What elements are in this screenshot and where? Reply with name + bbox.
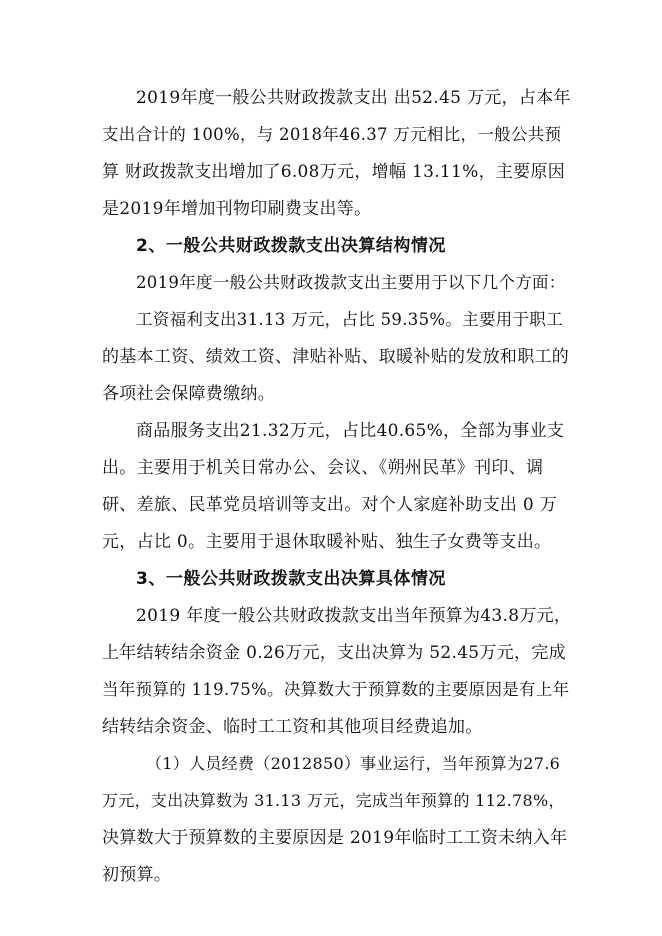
paragraph-line: 2019 年度一般公共财政拨款支出当年预算为43.8万元， bbox=[136, 606, 572, 626]
paragraph-line: 初预算。 bbox=[102, 865, 172, 885]
paragraph-line: 算 财政拨款支出增加了6.08万元，增幅 13.11%，主要原因 bbox=[102, 162, 566, 182]
paragraph-line: 2019年度一般公共财政拨款支出 出52.45 万元，占本年 bbox=[136, 88, 571, 108]
paragraph-line: 2019年度一般公共财政拨款支出主要用于以下几个方面： bbox=[136, 273, 566, 292]
section-heading: 3、一般公共财政拨款支出决算具体情况 bbox=[136, 569, 446, 589]
paragraph-line: （1）人员经费（2012850）事业运行，当年预算为27.6 bbox=[146, 754, 561, 773]
paragraph-line: 各项社会保障费缴纳。 bbox=[102, 384, 275, 404]
paragraph-line: 元，占比 0。主要用于退休取暖补贴、独生子女费等支出。 bbox=[102, 532, 552, 552]
paragraph-line: 的基本工资、绩效工资、津贴补贴、取暖补贴的发放和职工的 bbox=[102, 347, 570, 367]
paragraph-line: 万元，支出决算数为 31.13 万元，完成当年预算的 112.78%， bbox=[102, 791, 565, 810]
paragraph-line: 结转结余资金、临时工工资和其他项目经费追加。 bbox=[102, 717, 483, 737]
paragraph-line: 是2019年增加刊物印刷费支出等。 bbox=[102, 199, 372, 219]
paragraph-line: 上年结转结余资金 0.26万元，支出决算为 52.45万元，完成 bbox=[102, 643, 566, 663]
paragraph-line: 出。主要用于机关日常办公、会议、《朔州民革》刊印、调 bbox=[102, 458, 544, 478]
paragraph-line: 决算数大于预算数的主要原因是 2019年临时工工资未纳入年 bbox=[102, 828, 568, 848]
paragraph-line: 支出合计的 100%，与 2018年46.37 万元相比，一般公共预 bbox=[102, 125, 562, 144]
paragraph-line: 商品服务支出21.32万元，占比40.65%，全部为事业支 bbox=[136, 421, 565, 441]
paragraph-line: 当年预算的 119.75%。决算数大于预算数的主要原因是有上年 bbox=[102, 680, 570, 699]
paragraph-line: 研、差旅、民革党员培训等支出。对个人家庭补助支出 0 万 bbox=[102, 495, 558, 515]
paragraph-line: 工资福利支出31.13 万元，占比 59.35%。主要用于职工 bbox=[136, 310, 563, 329]
section-heading: 2、一般公共财政拨款支出决算结构情况 bbox=[136, 236, 446, 256]
